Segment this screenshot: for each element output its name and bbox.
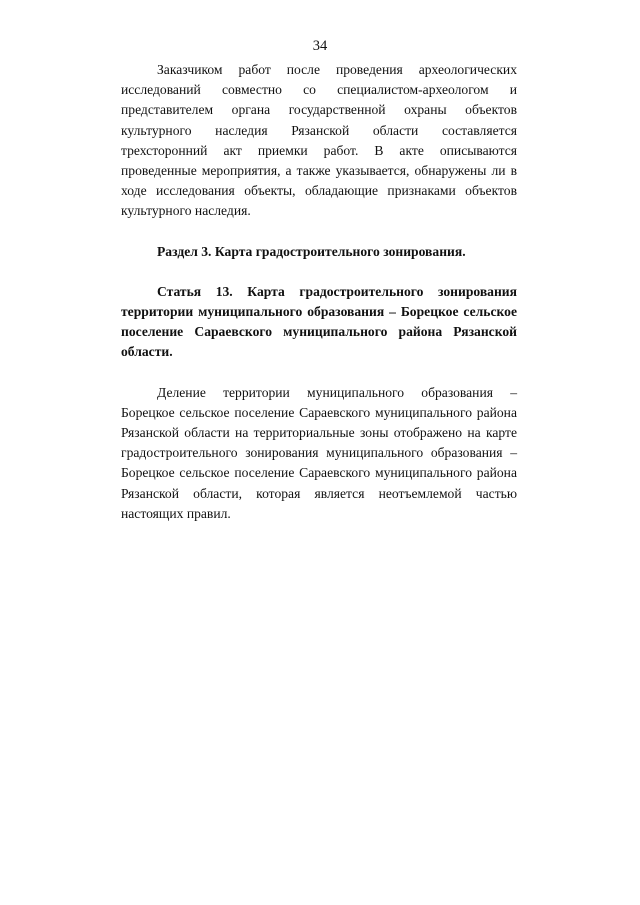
paragraph-territorial-zones: Деление территории муниципального образования – Борецкое сельское поселение Сараевского муниципального района Рязанской области на территориальные зоны отображено на карте градостроительного зонирования муниципального образования – Борецкое сельское поселение Сараевского муниципального района Рязанской области, которая является неотъемлемой частью настоящих правил. [121,384,517,521]
section-heading: Раздел 3. Карта градостроительного зонирования. [157,243,466,259]
article-heading: Статья 13. Карта градостроительного зонирования территории муниципального образования – Борецкое сельское поселение Сараевского муниципального района Рязанской области. [121,283,517,360]
paragraph-archaeology-acceptance: Заказчиком работ после проведения археологических исследований совместно со специалистом-археологом и представителем органа государственной охраны объектов культурного наследия Рязанской области составляется трехсторонний акт приемки работ. В акте описываются проведенные мероприятия, а также указывается, обнаружены ли в ходе исследования объекты, обладающие признаками объектов культурного наследия. [121,62,517,219]
document-body [121,60,517,524]
page-number: 34 [312,38,328,54]
